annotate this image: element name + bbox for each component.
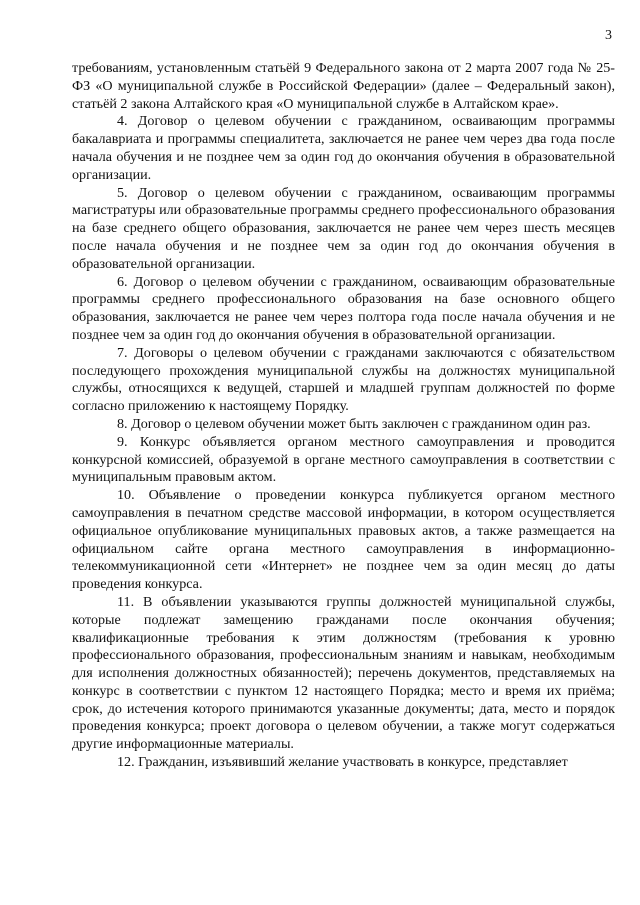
paragraph-5: 5. Договор о целевом обучении с гражданином, осваивающим программы магистратуры или образовательные программы среднего профессионального образования на базе среднего общего образования, заключается не ранее чем через шесть месяцев после начала обучения и не позднее чем за один год до окончания обучения в образовательной организации. <box>72 184 615 272</box>
paragraph-10: 10. Объявление о проведении конкурса публикуется органом местного самоуправления в печатном средстве массовой информации, в котором осуществляется официальное опубликование муниципальных правовых актов, а также размещается на официальном сайте органа местного самоуправления в информационно-телекоммуникационной сети «Интернет» не позднее чем за один месяц до даты проведения конкурса. <box>72 487 615 593</box>
paragraph-12: 12. Гражданин, изъявивший желание участвовать в конкурсе, представляет <box>117 754 568 771</box>
paragraph-9: 9. Конкурс объявляется органом местного самоуправления и проводится конкурсной комиссией, образуемой в органе местного самоуправления в соответствии с муниципальным правовым актом. <box>72 433 615 486</box>
paragraph-4: 4. Договор о целевом обучении с гражданином, осваивающим программы бакалавриата и программы специалитета, заключается не ранее чем через два года после начала обучения и не позднее чем за один год до окончания обучения в образовательной организации. <box>72 113 615 183</box>
paragraph-6: 6. Договор о целевом обучении с гражданином, осваивающим образовательные программы среднего профессионального образования на базе основного общего образования, заключается не ранее чем через полтора года после начала обучения и не позднее чем за один год до окончания обучения в образовательной организации. <box>72 273 615 343</box>
document-body <box>72 60 615 772</box>
paragraph-7: 7. Договоры о целевом обучении с гражданами заключаются с обязательством последующего прохождения муниципальной службы на должностях муниципальной службы, относящихся к ведущей, старшей и младшей группам должностей по форме согласно приложению к настоящему Порядку. <box>72 344 615 415</box>
paragraph-8: 8. Договор о целевом обучении может быть заключен с гражданином один раз. <box>117 415 591 432</box>
page-number: 3 <box>605 28 612 43</box>
paragraph-11: 11. В объявлении указываются группы должностей муниципальной службы, которые подлежат замещению гражданами после окончания обучения; квалификационные требования к этим должностям (требования к уровню профессионального образования, профессиональным знаниям и навыкам, необходимым для исполнения должностных обязанностей); перечень документов, представляемых на конкурс в соответствии с пунктом 12 настоящего Порядка; место и время их приёма; срок, до истечения которого принимаются указанные документы; дата, место и порядок проведения конкурса; проект договора о целевом обучении, а также могут содержаться другие информационные материалы. <box>72 593 615 753</box>
paragraph-continuation: требованиям, установленным статьёй 9 Федерального закона от 2 марта 2007 года № 25-ФЗ «О муниципальной службе в Российской Федерации» (далее – Федеральный закон), статьёй 2 закона Алтайского края «О муниципальной службе в Алтайском крае». <box>72 60 615 112</box>
